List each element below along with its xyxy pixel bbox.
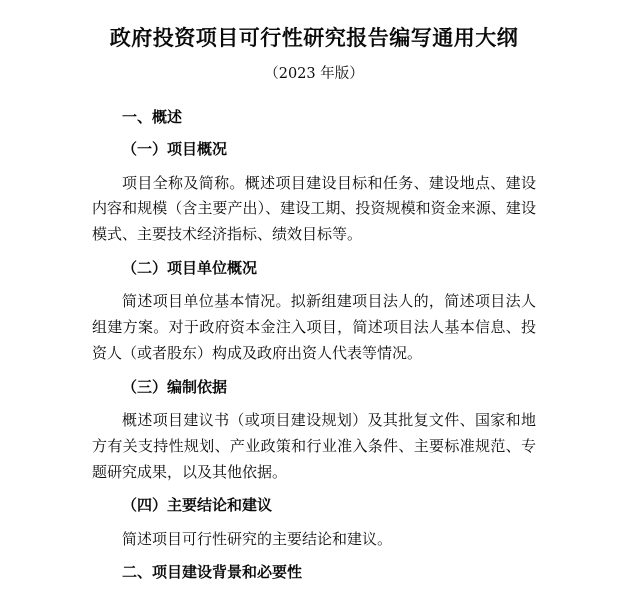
section-heading-one: 一、概述 (122, 108, 183, 127)
para-spacer-1-2 (92, 367, 536, 376)
paragraph-1-4: 简述项目可行性研究的主要结论和建议。 (122, 529, 393, 548)
page-subtitle: （2023 年版） (264, 66, 364, 83)
para-spacer-1-3 (92, 485, 536, 494)
sub-heading-1-4: （四）主要结论和建议 (122, 496, 273, 515)
para-spacer-1-1 (92, 248, 536, 257)
section-spacer (92, 552, 536, 561)
sub-heading-1-1: （一）项目概况 (122, 140, 228, 159)
section-two (92, 561, 536, 584)
paragraph-1-2: 简述项目单位基本情况。拟新组建项目法人的，简述项目法人组建方案。对于政府资本金注入项目，简述项目法人基本信息、投资人（或者股东）构成及政府出资人代表等情况。 (92, 292, 536, 362)
paragraph-1-1: 项目全称及简称。概述项目建设目标和任务、建设地点、建设内容和规模（含主要产出）、建设工期、投资规模和资金来源、建设模式、主要技术经济指标、绩效目标等。 (92, 173, 536, 244)
section-one (92, 106, 536, 552)
sub-heading-1-2: （二）项目单位概况 (122, 259, 258, 278)
heading-spacer-1 (92, 129, 536, 138)
paragraph-1-3: 概述项目建议书（或项目建设规划）及其批复文件、国家和地方有关支持性规划、产业政策和行业准入条件、主要标准规范、专题研究成果，以及其他依据。 (92, 410, 536, 481)
section-heading-two: 二、项目建设背景和必要性 (122, 563, 303, 582)
page-title: 政府投资项目可行性研究报告编写通用大纲 (109, 25, 519, 50)
title-spacer (92, 84, 536, 106)
sub-heading-spacer-1-2 (92, 280, 536, 289)
sub-heading-spacer-1-3 (92, 399, 536, 408)
sub-heading-spacer-1-4 (92, 518, 536, 527)
sub-heading-spacer-1-1 (92, 162, 536, 171)
sub-heading-1-3: （三）编制依据 (122, 377, 228, 396)
